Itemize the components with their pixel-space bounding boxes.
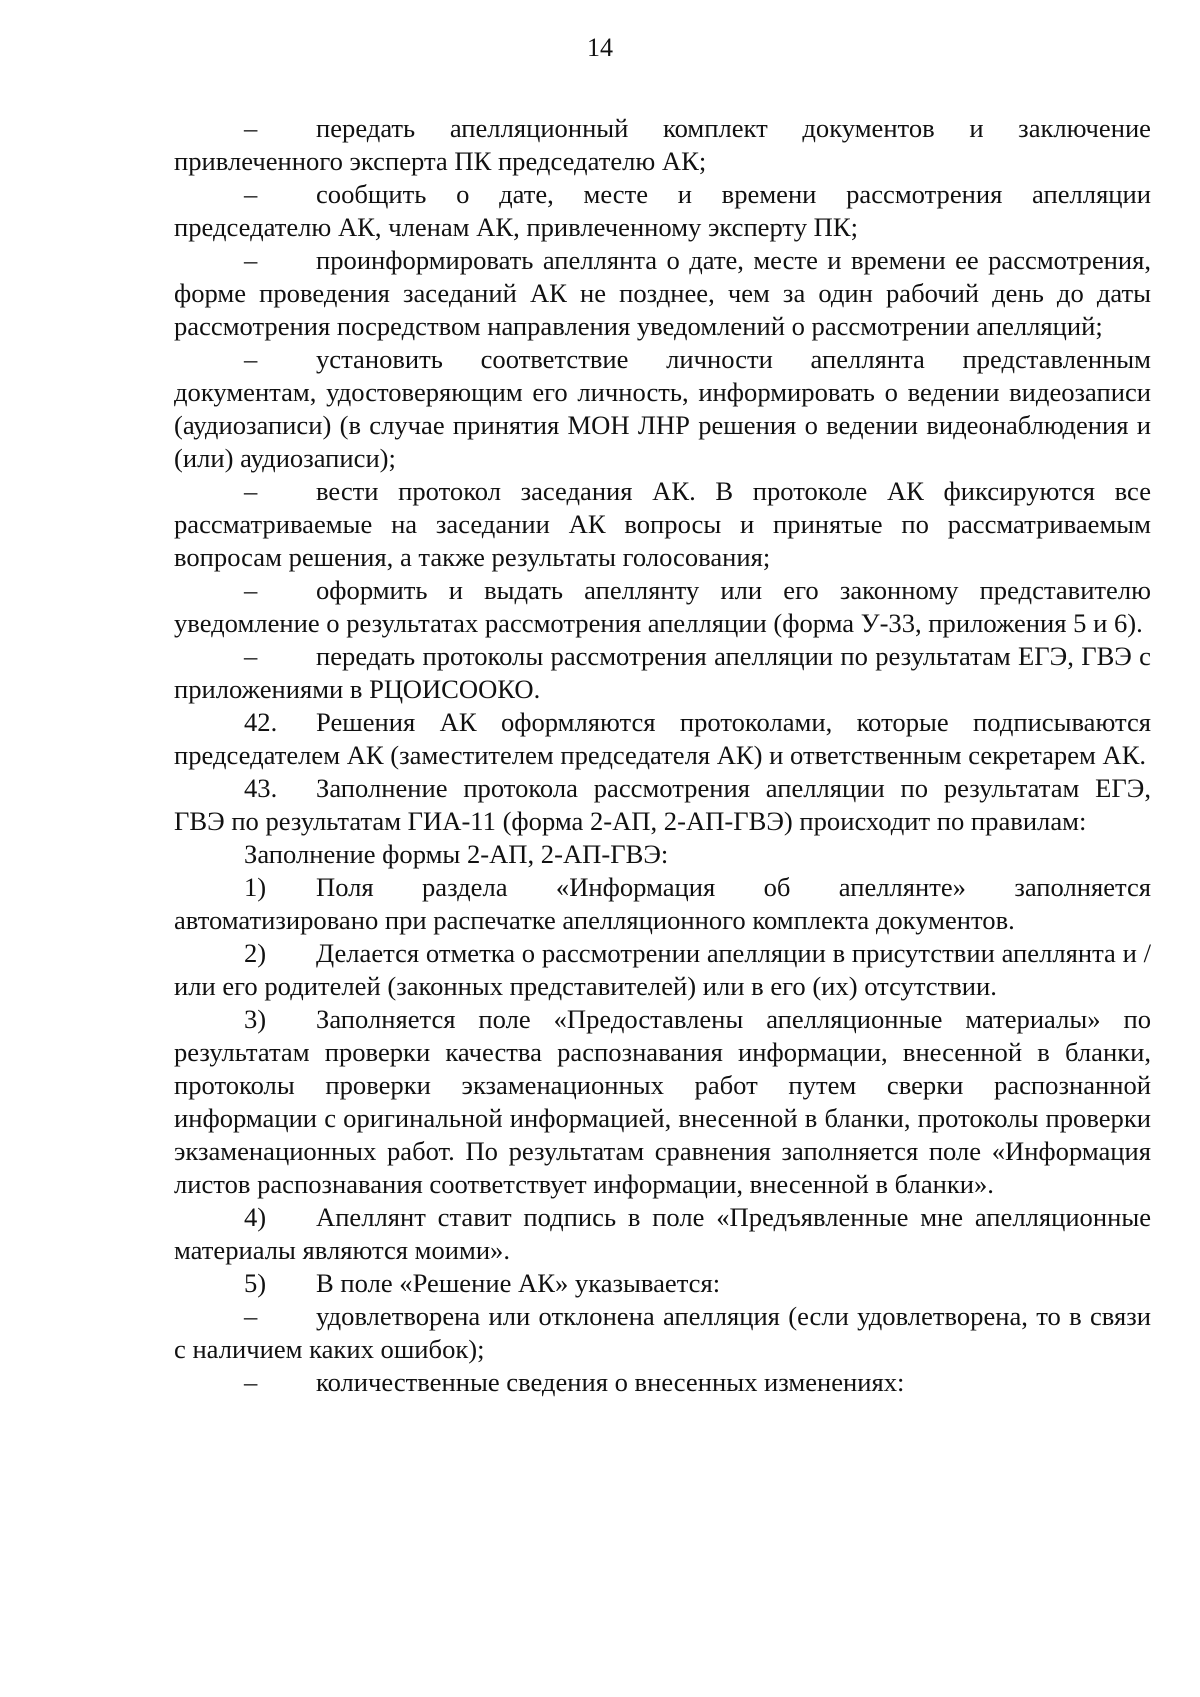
paragraph (174, 475, 1151, 574)
paragraph (174, 640, 1151, 706)
paragraph (174, 1366, 1151, 1399)
item-number: 43. (244, 773, 278, 803)
paragraph-text: Апеллянт ставит подпись в поле «Предъявленные мне апелляционные материалы являются моими». (174, 1202, 1151, 1265)
paragraph-text: Заполнение формы 2-АП, 2-АП-ГВЭ: (244, 839, 669, 869)
paragraph (174, 838, 1151, 871)
item-number: 1) (244, 872, 267, 902)
paragraph-text: передать протоколы рассмотрения апелляции по результатам ЕГЭ, ГВЭ с приложениями в РЦОИСОOКО. (174, 641, 1151, 704)
page-number: 14 (587, 33, 613, 62)
list-marker: – (244, 476, 258, 506)
paragraph-text: Делается отметка о рассмотрении апелляции в присутствии апеллянта и /или его родителей (законных представителей) или в его (их) отсутствии. (174, 938, 1151, 1001)
paragraph-text: Решения АК оформляются протоколами, которые подписываются председателем АК (заместителем председателя АК) и ответственным секретарем АК. (174, 707, 1151, 770)
paragraph (174, 1300, 1151, 1366)
paragraph (174, 178, 1151, 244)
paragraph-text: удовлетворена или отклонена апелляция (если удовлетворена, то в связи с наличием каких ошибок); (174, 1301, 1151, 1364)
list-marker: – (244, 641, 258, 671)
paragraph-text: Поля раздела «Информация об апеллянте» заполняется автоматизировано при распечатке апелляционного комплекта документов. (174, 872, 1151, 935)
list-marker: – (244, 344, 258, 374)
paragraph-text: сообщить о дате, месте и времени рассмотрения апелляции председателю АК, членам АК, привлеченному эксперту ПК; (174, 179, 1151, 242)
paragraph-text: В поле «Решение АК» указывается: (316, 1268, 721, 1298)
paragraph-text: Заполнение протокола рассмотрения апелляции по результатам ЕГЭ, ГВЭ по результатам ГИА-11 (форма 2-АП, 2-АП-ГВЭ) происходит по правилам: (174, 773, 1151, 836)
list-marker: – (244, 245, 258, 275)
numbered-paragraph (174, 1267, 1151, 1300)
paragraph-text: установить соответствие личности апеллянта представленным документам, удостоверяющим его личность, информировать о ведении видеозаписи (аудиозаписи) (в случае принятия МОН ЛНР решения о ведении видеонаблюдения и (или) аудиозаписи); (174, 344, 1151, 473)
paragraph (174, 244, 1151, 343)
numbered-paragraph (174, 772, 1151, 838)
paragraph (174, 574, 1151, 640)
paragraph-text: передать апелляционный комплект документов и заключение привлеченного эксперта ПК председателю АК; (174, 113, 1151, 176)
paragraph (174, 112, 1151, 178)
paragraph-text: оформить и выдать апеллянту или его законному представителю уведомление о результатах рассмотрения апелляции (форма У-33, приложения 5 и 6). (174, 575, 1151, 638)
paragraph-text: количественные сведения о внесенных изменениях: (316, 1367, 905, 1397)
paragraph-text: проинформировать апеллянта о дате, месте и времени ее рассмотрения, форме проведения заседаний АК не позднее, чем за один рабочий день до даты рассмотрения посредством направления уведомлений о рассмотрении апелляций; (174, 245, 1151, 341)
list-marker: – (244, 179, 258, 209)
paragraph-text: вести протокол заседания АК. В протоколе АК фиксируются все рассматриваемые на заседании АК вопросы и принятые по рассматриваемым вопросам решения, а также результаты голосования; (174, 476, 1151, 572)
item-number: 5) (244, 1268, 267, 1298)
numbered-paragraph (174, 706, 1151, 772)
list-marker: – (244, 1367, 258, 1397)
list-marker: – (244, 1301, 258, 1331)
list-marker: – (244, 575, 258, 605)
item-number: 3) (244, 1004, 267, 1034)
numbered-paragraph (174, 937, 1151, 1003)
document-body (174, 112, 1151, 1399)
paragraph (174, 343, 1151, 475)
item-number: 42. (244, 707, 278, 737)
numbered-paragraph (174, 1201, 1151, 1267)
item-number: 2) (244, 938, 267, 968)
paragraph-text: Заполняется поле «Предоставлены апелляционные материалы» по результатам проверки качества распознавания информации, внесенной в бланки, протоколы проверки экзаменационных работ путем сверки распознанной информации с оригинальной информацией, внесенной в бланки, протоколы проверки экзаменационных работ. По результатам сравнения заполняется поле «Информация листов распознавания соответствует информации, внесенной в бланки». (174, 1004, 1151, 1199)
list-marker: – (244, 113, 258, 143)
numbered-paragraph (174, 871, 1151, 937)
numbered-paragraph (174, 1003, 1151, 1201)
item-number: 4) (244, 1202, 267, 1232)
